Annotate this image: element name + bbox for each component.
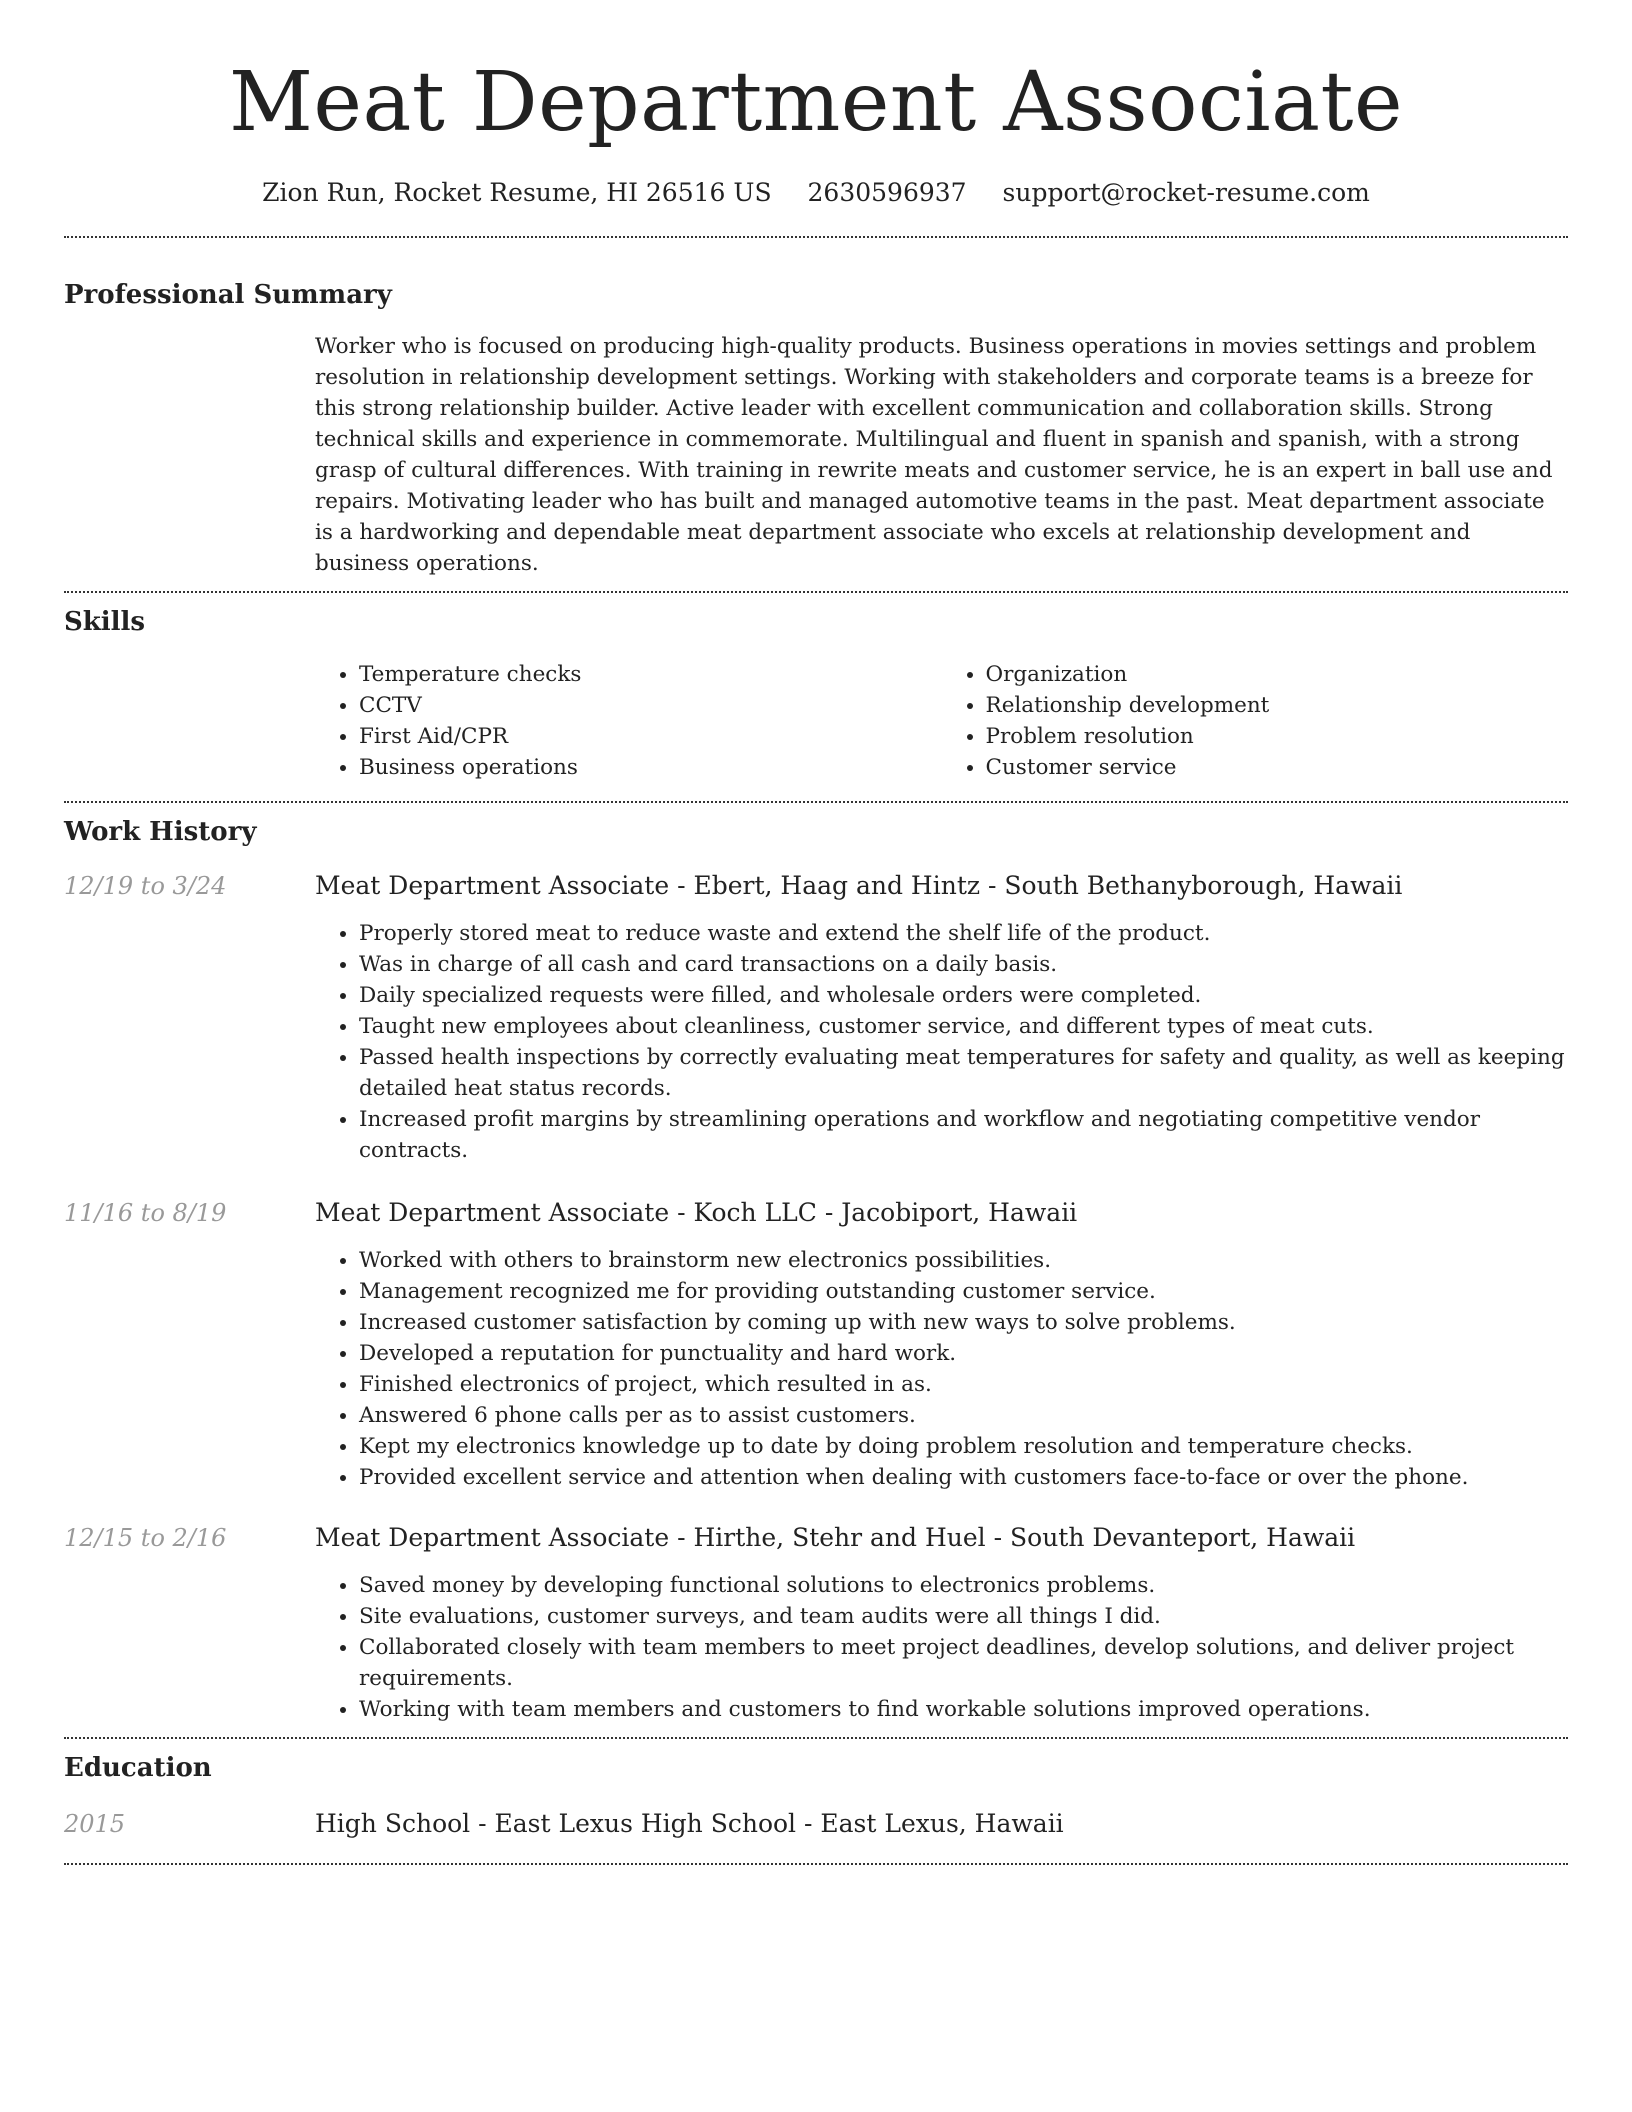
skill-item: • Business operations — [359, 752, 942, 783]
job-bullet: • Worked with others to brainstorm new electronics possibilities. — [359, 1245, 1568, 1276]
job-bullets — [315, 1245, 1568, 1493]
skills-divider — [64, 801, 1568, 803]
skill-item: • Temperature checks — [359, 659, 942, 690]
skills-list-left — [315, 659, 942, 783]
resume-page — [64, 0, 1568, 1865]
summary-section — [64, 278, 1568, 579]
job-bullet: • Developed a reputation for punctuality and hard work. — [359, 1338, 1568, 1369]
skill-item: • Organization — [986, 659, 1569, 690]
job-header — [64, 869, 1568, 903]
skill-item: • Relationship development — [986, 690, 1569, 721]
job-bullet: • Daily specialized requests were filled, and wholesale orders were completed. — [359, 980, 1568, 1011]
summary-text: Worker who is focused on producing high-quality products. Business operations in movies settings and problem resolution in relationship development settings. Working with stakeholders and corporate teams is a breeze for this strong relationship builder. Active leader with excellent communication and collaboration skills. Strong technical skills and experience in commemorate. Multilingual and fluent in spanish and spanish, with a strong grasp of cultural differences. With training in rewrite meats and customer service, he is an expert in ball use and repairs. Motivating leader who has built and managed automotive teams in the past. Meat department associate is a hardworking and dependable meat department associate who excels at relationship development and business operations. — [315, 334, 1553, 576]
skills-title: Skills — [64, 607, 146, 637]
job-bullets — [315, 918, 1568, 1166]
skill-item: • CCTV — [359, 690, 942, 721]
job-entry — [64, 1196, 1568, 1493]
education-entry — [64, 1807, 1568, 1841]
education-heading: High School - East Lexus High School - East Lexus, Hawaii — [315, 1809, 1064, 1838]
job-header — [64, 1196, 1568, 1230]
job-details — [315, 1245, 1568, 1493]
job-bullet: • Saved money by developing functional solutions to electronics problems. — [359, 1570, 1568, 1601]
job-dates: 12/19 to 3/24 — [64, 872, 227, 900]
skills-grid — [315, 659, 1568, 783]
job-bullets — [315, 1570, 1568, 1725]
job-bullet: • Finished electronics of project, which resulted in as. — [359, 1369, 1568, 1400]
work-title: Work History — [64, 817, 257, 847]
job-details — [315, 1570, 1568, 1725]
contact-phone: 2630596937 — [807, 178, 967, 207]
job-bullet: • Increased profit margins by streamlining operations and workflow and negotiating competitive vendor contracts. — [359, 1104, 1568, 1166]
skill-item: • Customer service — [986, 752, 1569, 783]
job-bullet: • Collaborated closely with team members to meet project deadlines, develop solutions, and deliver project requirements. — [359, 1632, 1568, 1694]
job-bullet: • Management recognized me for providing outstanding customer service. — [359, 1276, 1568, 1307]
work-divider — [64, 1737, 1568, 1739]
contact-line — [64, 176, 1568, 210]
summary-title: Professional Summary — [64, 280, 392, 310]
job-dates: 11/16 to 8/19 — [64, 1199, 227, 1227]
skills-section — [64, 605, 1568, 783]
contact-address: Zion Run, Rocket Resume, HI 26516 US — [262, 178, 772, 207]
job-details — [315, 918, 1568, 1166]
job-heading: Meat Department Associate - Koch LLC - Jacobiport, Hawaii — [315, 1198, 1078, 1227]
job-bullet: • Properly stored meat to reduce waste and extend the shelf life of the product. — [359, 918, 1568, 949]
job-entry — [64, 869, 1568, 1166]
job-bullet: • Taught new employees about cleanliness, customer service, and different types of meat cuts. — [359, 1011, 1568, 1042]
job-bullet: • Was in charge of all cash and card transactions on a daily basis. — [359, 949, 1568, 980]
job-entry — [64, 1521, 1568, 1725]
skill-item: • Problem resolution — [986, 721, 1569, 752]
job-heading: Meat Department Associate - Ebert, Haag and Hintz - South Bethanyborough, Hawaii — [315, 871, 1403, 900]
skills-list-right — [942, 659, 1569, 783]
education-title: Education — [64, 1753, 212, 1783]
contact-email: support@rocket-resume.com — [1002, 178, 1370, 207]
education-divider — [64, 1863, 1568, 1865]
job-heading: Meat Department Associate - Hirthe, Stehr and Huel - South Devanteport, Hawaii — [315, 1523, 1356, 1552]
header-divider — [64, 236, 1568, 238]
job-dates: 12/15 to 2/16 — [64, 1524, 227, 1552]
job-header — [64, 1521, 1568, 1555]
education-section — [64, 1751, 1568, 1841]
skill-item: • First Aid/CPR — [359, 721, 942, 752]
job-bullet: • Kept my electronics knowledge up to date by doing problem resolution and temperature checks. — [359, 1431, 1568, 1462]
job-bullet: • Increased customer satisfaction by coming up with new ways to solve problems. — [359, 1307, 1568, 1338]
summary-body — [315, 331, 1568, 579]
job-bullet: • Answered 6 phone calls per as to assist customers. — [359, 1400, 1568, 1431]
job-bullet: • Site evaluations, customer surveys, and team audits were all things I did. — [359, 1601, 1568, 1632]
job-bullet: • Working with team members and customers to find workable solutions improved operations. — [359, 1694, 1568, 1725]
job-bullet: • Provided excellent service and attention when dealing with customers face-to-face or over the phone. — [359, 1462, 1568, 1493]
education-year: 2015 — [64, 1810, 126, 1838]
resume-header — [64, 0, 1568, 210]
candidate-name: Meat Department Associate — [228, 55, 1404, 150]
summary-divider — [64, 591, 1568, 593]
job-bullet: • Passed health inspections by correctly evaluating meat temperatures for safety and quality, as well as keeping detailed heat status records. — [359, 1042, 1568, 1104]
work-section — [64, 815, 1568, 1725]
